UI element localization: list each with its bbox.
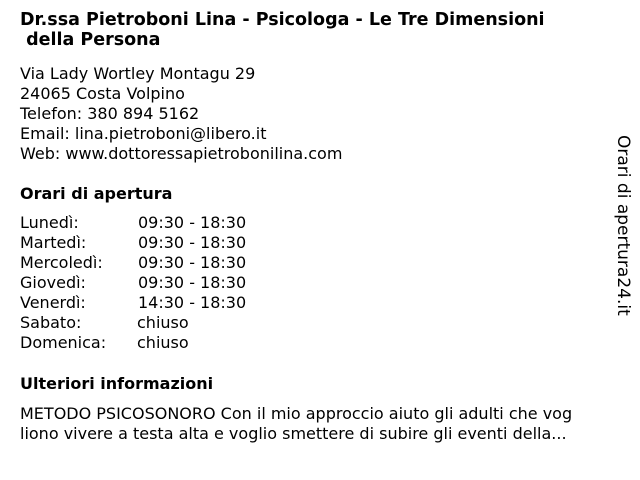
title-line-1: Dr.ssa Pietroboni Lina - Psicologa - Le Tre Dimensioni	[20, 10, 545, 30]
time-value: 14:30 - 18:30	[138, 293, 247, 312]
additional-info-text	[20, 404, 630, 444]
phone-number: Telefon: 380 894 5162	[20, 104, 200, 123]
time-value: chiuso	[137, 333, 189, 352]
street-address: Via Lady Wortley Montagu 29	[20, 64, 256, 83]
info-line-1: METODO PSICOSONORO Con il mio approccio aiuto gli adulti che vog	[20, 404, 573, 423]
site-watermark	[610, 135, 636, 316]
day-label: Lunedì:	[20, 213, 79, 232]
opening-hours-table	[20, 213, 320, 353]
hours-row-tuesday	[20, 233, 320, 253]
time-value: 09:30 - 18:30	[138, 273, 247, 292]
title-line-2: della Persona	[20, 30, 161, 50]
time-value: 09:30 - 18:30	[138, 253, 247, 272]
postal-city: 24065 Costa Volpino	[20, 84, 185, 103]
day-label: Domenica:	[20, 333, 107, 352]
hours-row-thursday	[20, 273, 320, 293]
hours-row-wednesday	[20, 253, 320, 273]
hours-row-monday	[20, 213, 320, 233]
info-line-2: liono vivere a testa alta e voglio smettere di subire gli eventi della...	[20, 424, 567, 443]
hours-row-saturday	[20, 313, 320, 333]
additional-info-heading: Ulteriori informazioni	[20, 374, 214, 393]
day-label: Mercoledì:	[20, 253, 103, 272]
day-label: Giovedì:	[20, 273, 86, 292]
website-address: Web: www.dottoressapietrobonilina.com	[20, 144, 343, 163]
day-label: Venerdì:	[20, 293, 86, 312]
hours-row-friday	[20, 293, 320, 313]
address-block	[20, 64, 342, 164]
watermark-text: Orari di apertura24.it	[613, 135, 633, 316]
time-value: 09:30 - 18:30	[138, 213, 247, 232]
day-label: Sabato:	[20, 313, 82, 332]
day-label: Martedì:	[20, 233, 87, 252]
email-address: Email: lina.pietroboni@libero.it	[20, 124, 267, 143]
hours-row-sunday	[20, 333, 320, 353]
page-title	[20, 10, 630, 50]
time-value: 09:30 - 18:30	[138, 233, 247, 252]
opening-hours-heading: Orari di apertura	[20, 184, 173, 203]
time-value: chiuso	[137, 313, 189, 332]
